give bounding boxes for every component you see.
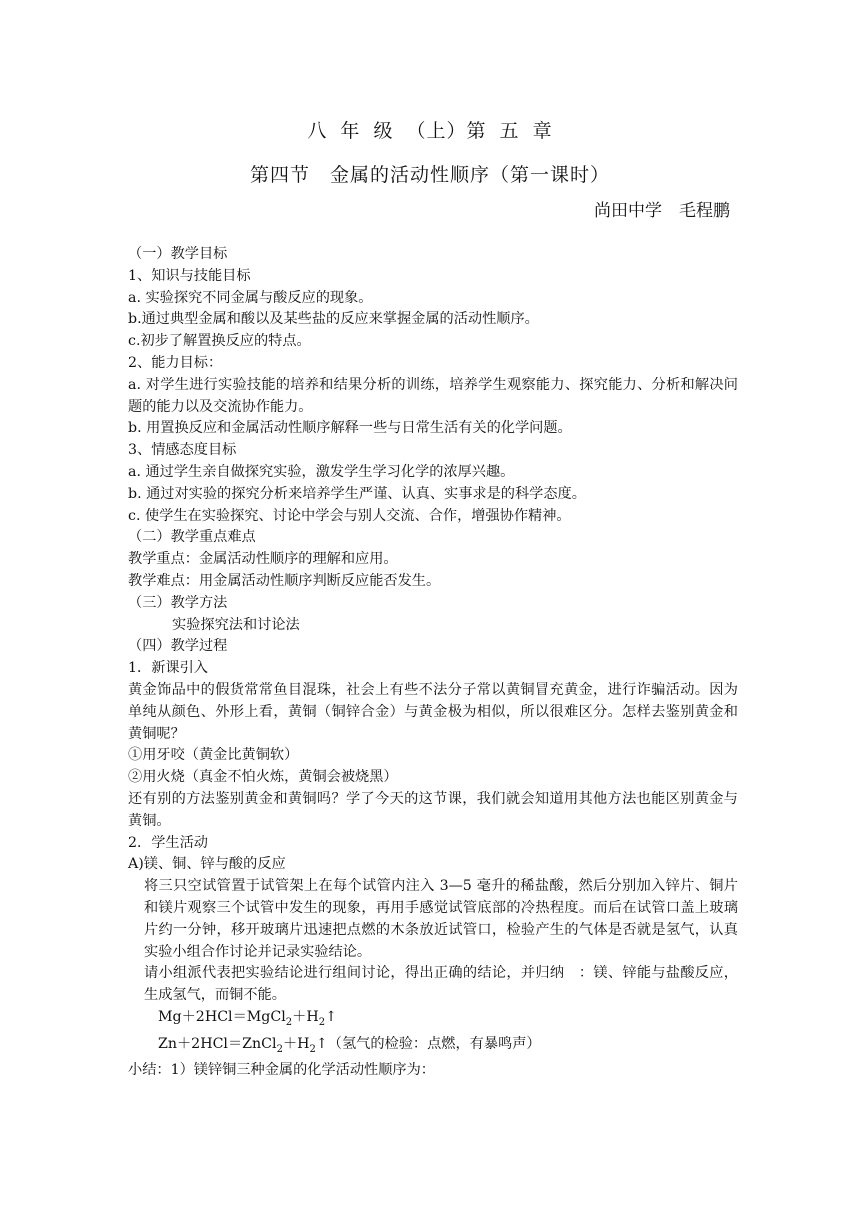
goal-ability-a: a. 对学生进行实验技能的培养和结果分析的训练，培养学生观察能力、探究能力、分析和解决问题的能力以及交流协作能力。 bbox=[128, 376, 738, 415]
section-heading-objectives: （一）教学目标 bbox=[128, 246, 228, 262]
activity-a-heading: A)镁、铜、锌与酸的反应 bbox=[128, 856, 286, 873]
author-line: 尚田中学 毛程鹏 bbox=[594, 201, 730, 221]
goal-emotion-heading: 3、情感态度目标 bbox=[128, 442, 237, 459]
teaching-method: 实验探究法和讨论法 bbox=[172, 616, 300, 633]
method-burn: ②用火烧（真金不怕火炼，黄铜会被烧黑） bbox=[128, 769, 398, 786]
goal-knowledge-b: b.通过典型金属和酸以及某些盐的反应来掌握金属的活动性顺序。 bbox=[128, 311, 539, 328]
goal-knowledge-c: c.初步了解置换反应的特点。 bbox=[128, 333, 311, 350]
equation-zn: $Zn+2HCl=ZnCl_2+H_2↑$（氢气的检验：点燃，有暴鸣声） bbox=[158, 1035, 541, 1055]
method-bite: ①用牙咬（黄金比黄铜软） bbox=[128, 747, 299, 764]
step-intro-heading: 1．新课引入 bbox=[128, 660, 208, 677]
experiment-paragraph: 将三只空试管置于试管架上在每个试管内注入 3—5 毫升的稀盐酸，然后分别加入锌片、铜片和镁片观察三个试管中发生的现象，再用手感觉试管底部的冷热程度。而后在试管口盖上玻璃片约一分钟，移开玻璃片迅速把点燃的木条放近试管口，检验产生的气体是否就是氢气，认真实验小组合作讨论并记录实验结论。 bbox=[144, 878, 738, 960]
document-body bbox=[128, 244, 738, 1082]
section-heading-method: （三）教学方法 bbox=[128, 594, 228, 611]
key-point: 教学重点：金属活动性顺序的理解和应用。 bbox=[128, 551, 398, 568]
chapter-title: 八 年 级 （上）第 五 章 bbox=[307, 120, 553, 142]
goal-emotion-a: a. 通过学生亲自做探究实验，激发学生学习化学的浓厚兴趣。 bbox=[128, 463, 515, 480]
step-activity-heading: 2．学生活动 bbox=[128, 834, 208, 851]
difficult-point: 教学难点：用金属活动性顺序判断反应能否发生。 bbox=[128, 572, 441, 589]
goal-emotion-b: b. 通过对实验的探究分析来培养学生严谨、认真、实事求是的科学态度。 bbox=[128, 485, 586, 502]
section-heading-process: （四）教学过程 bbox=[128, 638, 228, 655]
discussion-paragraph: 请小组派代表把实验结论进行组间讨论，得出正确的结论，并归纳 ：镁、锌能与盐酸反应，生成氢气，而铜不能。 bbox=[144, 965, 738, 1004]
equation-mg: $Mg+2HCl=MgCl_2+H_2↑$ bbox=[158, 1008, 337, 1028]
section-heading-key-points: （二）教学重点难点 bbox=[128, 529, 256, 546]
question-paragraph: 还有别的方法鉴别黄金和黄铜吗？学了今天的这节课，我们就会知道用其他方法也能区别黄金与黄铜。 bbox=[128, 790, 738, 829]
goal-knowledge-a: a. 实验探究不同金属与酸反应的现象。 bbox=[128, 289, 373, 306]
intro-paragraph: 黄金饰品中的假货常常鱼目混珠，社会上有些不法分子常以黄铜冒充黄金，进行诈骗活动。因为单纯从颜色、外形上看，黄铜（铜锌合金）与黄金极为相似，所以很难区分。怎样去鉴别黄金和黄铜呢？ bbox=[128, 681, 738, 742]
section-title: 第四节 金属的活动性顺序（第一课时） bbox=[249, 164, 610, 186]
goal-ability-heading: 2、能力目标： bbox=[128, 354, 223, 371]
goal-ability-b: b. 用置换反应和金属活动性顺序解释一些与日常生活有关的化学问题。 bbox=[128, 420, 572, 437]
summary-line: 小结：1）镁锌铜三种金属的化学活动性顺序为： bbox=[128, 1062, 435, 1079]
goal-knowledge-heading: 1、知识与技能目标 bbox=[128, 267, 251, 284]
goal-emotion-c: c. 使学生在实验探究、讨论中学会与别人交流、合作，增强协作精神。 bbox=[128, 507, 571, 524]
